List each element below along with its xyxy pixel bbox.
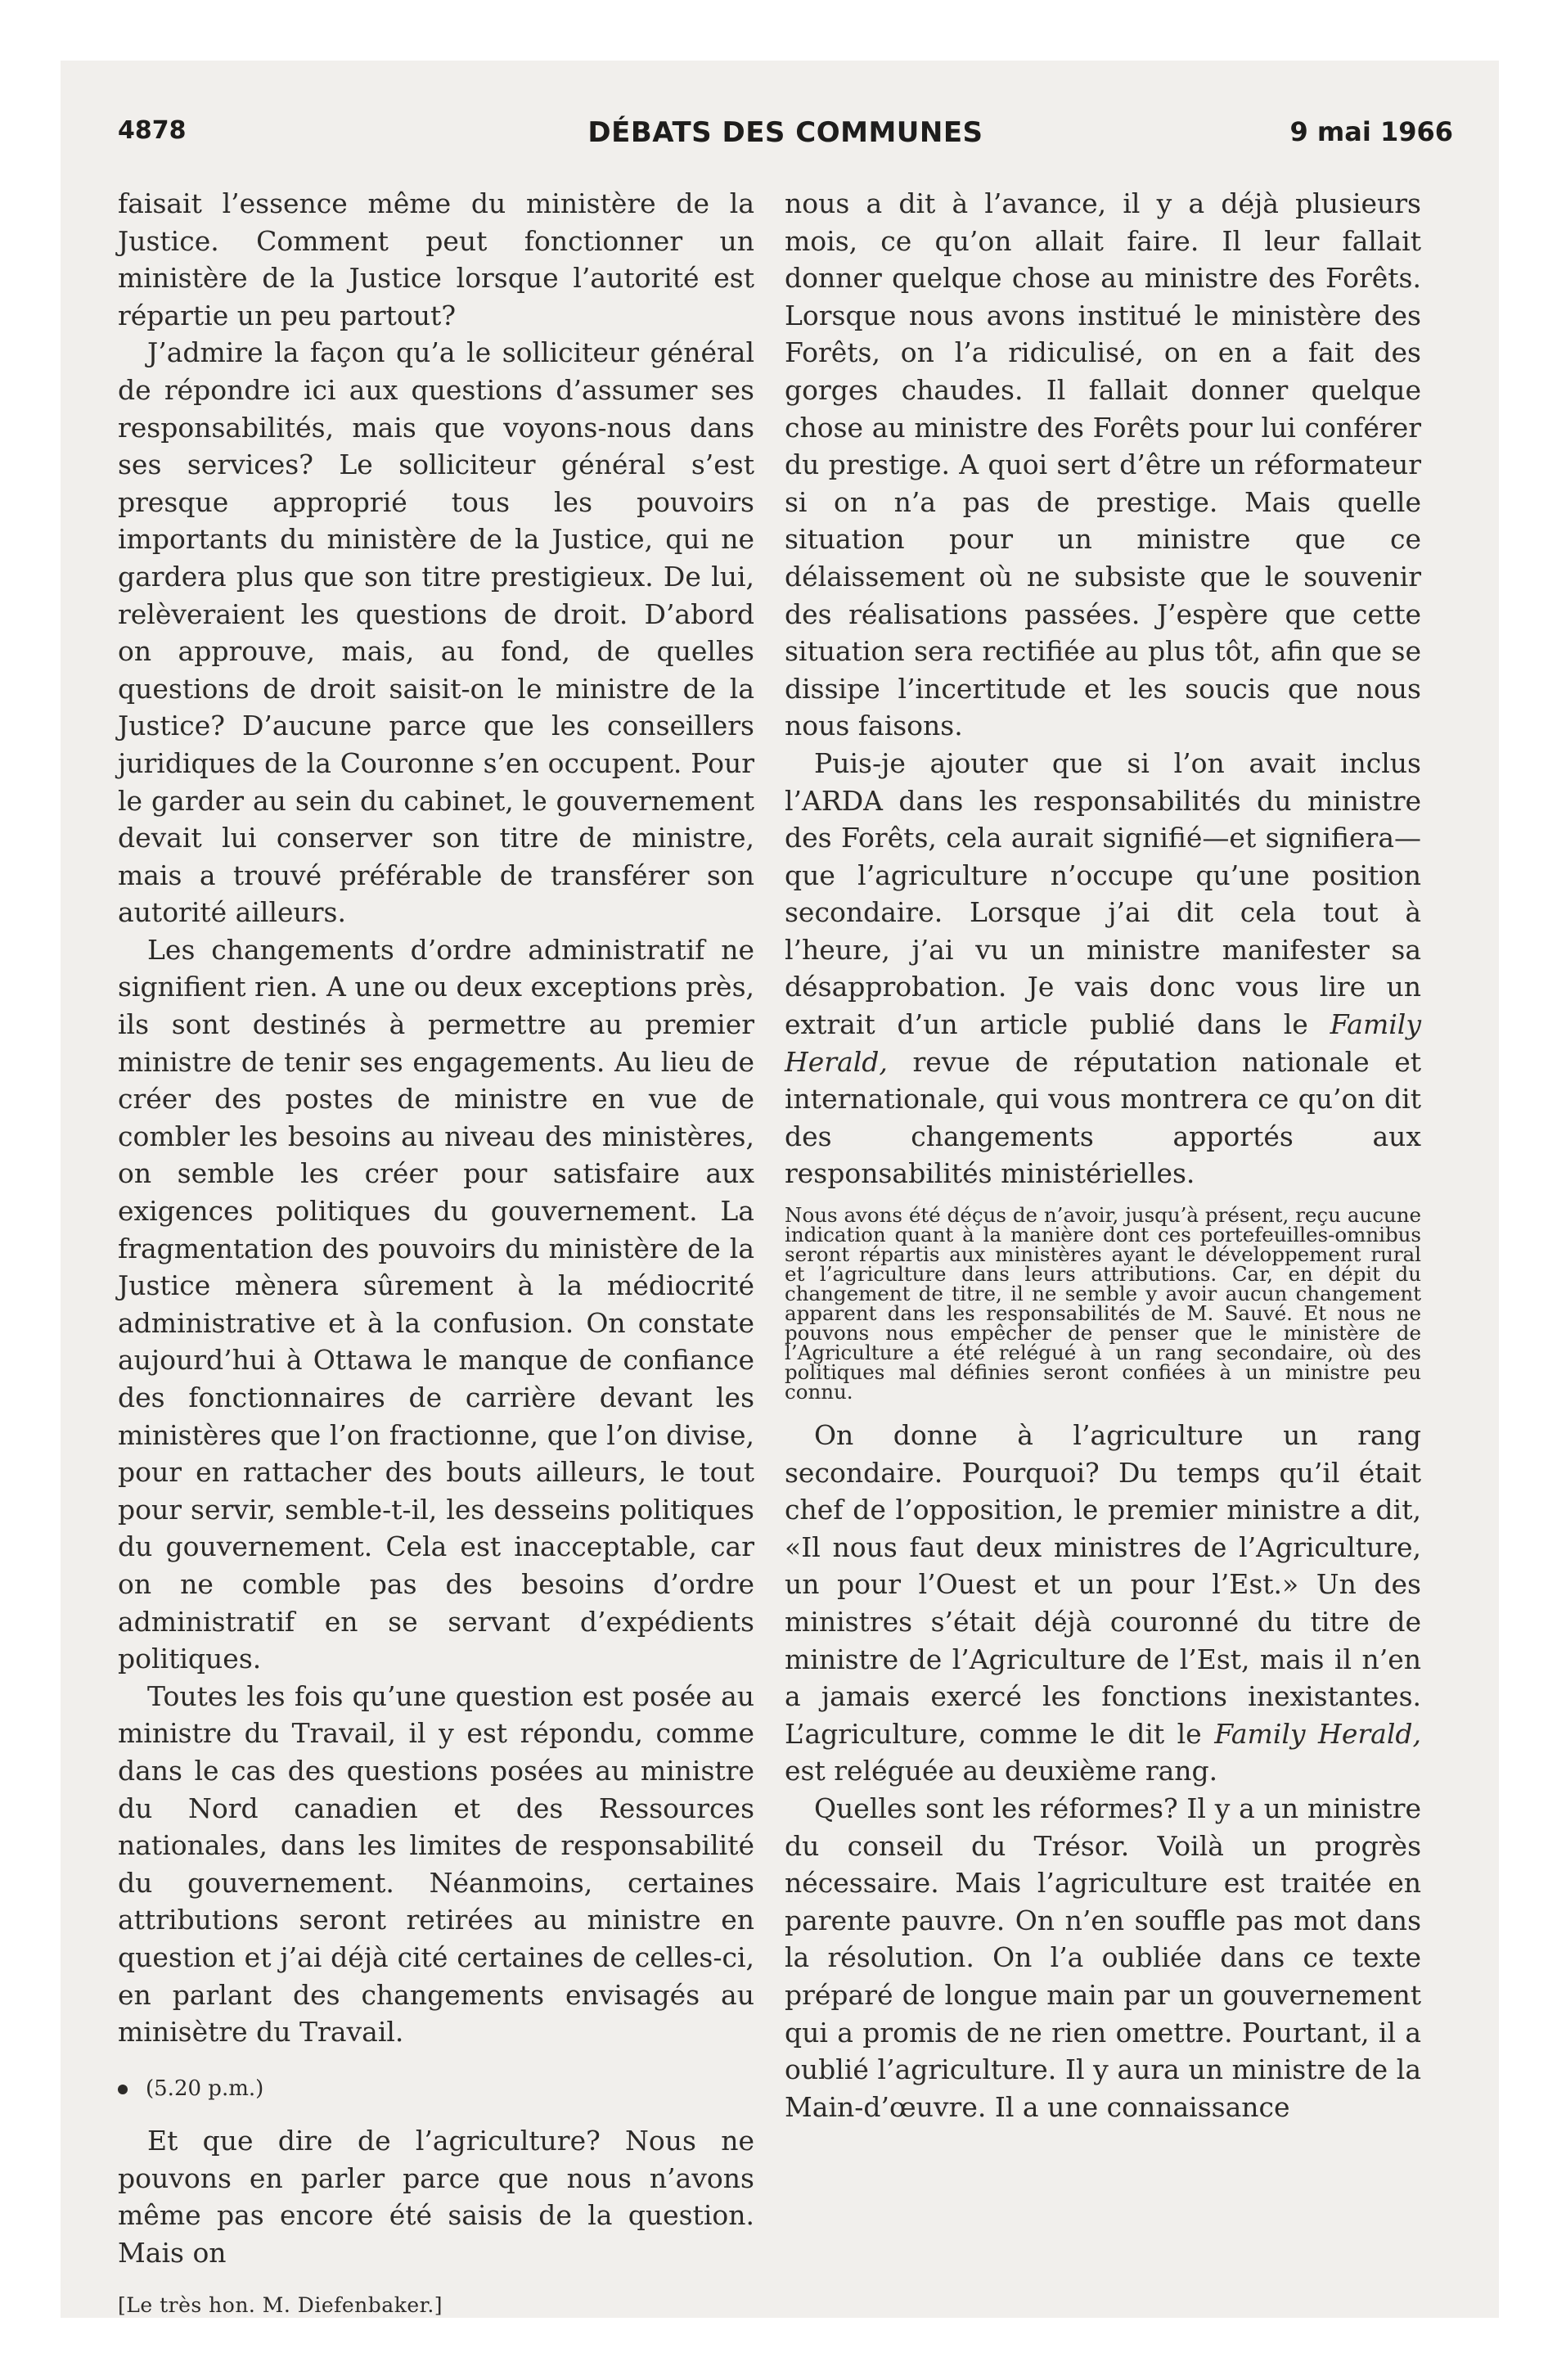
- page-date: 9 mai 1966: [1289, 116, 1453, 147]
- paragraph-text: revue de réputation nationale et internationale, qui vous montrera ce qu’on dit des changements apportés aux responsabilités ministérielles.: [785, 1045, 1421, 1190]
- paragraph-text: Puis-je ajouter que si l’on avait inclus l’ARDA dans les responsabilités du ministre des Forêts, cela aurait signifié—et signifiera—que l’agriculture n’occupe qu’une position secondaire. Lorsque j’ai dit cela tout à l’heure, j’ai vu un ministre manifester sa désapprobation. Je vais donc vous lire un extrait d’un article publié dans le: [785, 746, 1421, 1041]
- paragraph: [785, 745, 1421, 1192]
- paragraph: faisait l’essence même du ministère de la Justice. Comment peut fonctionner un ministère de la Justice lorsque l’autorité est répartie un peu partout?: [118, 187, 754, 331]
- right-column: [785, 185, 1421, 2125]
- paragraph: [785, 1417, 1421, 1790]
- paragraph: Toutes les fois qu’une question est posée au ministre du Travail, il y est répondu, comme dans le cas des questions posées au ministre du Nord canadien et des Ressources nationales, dans les limites de responsabilité du gouvernement. Néanmoins, certaines attributions seront retirées au ministre en question et j’ai déjà cité certaines de celles-ci, en parlant des changements envisagés au minisètre du Travail.: [118, 1679, 754, 2049]
- left-column: [118, 185, 754, 2324]
- paragraph: nous a dit à l’avance, il y a déjà plusieurs mois, ce qu’on allait faire. Il leur fallait donner quelque chose au ministre des Forêts. Lorsque nous avons institué le ministère des Forêts, on l’a ridiculisé, on en a fait des gorges chaudes. Il fallait donner quelque chose au ministre des Forêts pour lui conférer du prestige. A quoi sert d’être un réformateur si on n’a pas de prestige. Mais quelle situation pour un ministre que ce délaissement où ne subsiste que le souvenir des réalisations passées. J’espère que cette situation sera rectifiée au plus tôt, afin que se dissipe l’incertitude et les soucis que nous nous faisons.: [785, 187, 1421, 742]
- block-quote: Nous avons été déçus de n’avoir, jusqu’à présent, reçu aucune indication quant à la manière dont ces portefeuilles-omnibus seront répartis aux ministères ayant le développement rural et l’agriculture dans leurs attributions. Car, en dépit du changement de titre, il ne semble y avoir aucun changement apparent dans les responsabilités de M. Sauvé. Et nous ne pouvons nous empêcher de penser que le ministère de l’Agriculture a été relégué à un rang secondaire, où des politiques mal définies seront confiées à un ministre peu connu.: [785, 1203, 1421, 1404]
- scanned-page: [61, 61, 1499, 2318]
- bullet-icon: [118, 2085, 128, 2094]
- page-number: 4878: [118, 116, 187, 145]
- paragraph: J’admire la façon qu’a le solliciteur général de répondre ici aux questions d’assumer ses responsabilités, mais que voyons-nous dans ses services? Le solliciteur général s’est presque approprié tous les pouvoirs importants du ministère de la Justice, qui ne gardera plus que son titre prestigieux. De lui, relèveraient les questions de droit. D’abord on approuve, mais, au fond, de quelles questions de droit saisit-on le ministre de la Justice? D’aucune parce que les conseillers juridiques de la Couronne s’en occupent. Pour le garder au sein du cabinet, le gouvernement devait lui conserver son titre de ministre, mais a trouvé préférable de transférer son autorité ailleurs.: [118, 336, 754, 929]
- speaker-attribution: [Le très hon. M. Diefenbaker.]: [118, 2292, 443, 2317]
- paragraph: Et que dire de l’agriculture? Nous ne pouvons en parler parce que nous n’avons même pas encore été saisis de la question. Mais on: [118, 2125, 754, 2270]
- time-marker: [118, 2071, 754, 2108]
- journal-title: DÉBATS DES COMMUNES: [587, 116, 983, 149]
- paragraph-text: On donne à l’agriculture un rang secondaire. Pourquoi? Du temps qu’il était chef de l’opposition, le premier ministre a dit, «Il nous faut deux ministres de l’Agriculture, un pour l’Ouest et un pour l’Est.» Un des ministres s’était déjà couronné du titre de ministre de l’Agriculture de l’Est, mais il n’en a jamais exercé les fonctions inexistantes. L’agriculture, comme le dit le: [785, 1419, 1421, 1750]
- time-stamp: (5.20 p.m.): [146, 2076, 264, 2101]
- publication-name: Family Herald,: [1214, 1717, 1421, 1750]
- publication-name: Family Herald,: [785, 1008, 1421, 1078]
- paragraph: Quelles sont les réformes? Il y a un ministre du conseil du Trésor. Voilà un progrès nécessaire. Mais l’agriculture est traitée en parente pauvre. On n’en souffle pas mot dans la résolution. On l’a oubliée dans ce texte préparé de longue main par un gouvernement qui a promis de ne rien omettre. Pourtant, il a oublié l’agriculture. Il y aura un ministre de la Main-d’œuvre. Il a une connaissance: [785, 1792, 1421, 2123]
- paragraph: Les changements d’ordre administratif ne signifient rien. A une ou deux exceptions près, ils sont destinés à permettre au premier ministre de tenir ses engagements. Au lieu de créer des postes de ministre en vue de combler les besoins au niveau des ministères, on semble les créer pour satisfaire aux exigences politiques du gouvernement. La fragmentation des pouvoirs du ministère de la Justice mènera sûrement à la médiocrité administrative et à la confusion. On constate aujourd’hui à Ottawa le manque de confiance des fonctionnaires de carrière devant les ministères que l’on fractionne, que l’on divise, pour en rattacher des bouts ailleurs, le tout pour servir, semble-t-il, les desseins politiques du gouvernement. Cela est inacceptable, car on ne comble pas des besoins d’ordre administratif en se servant d’expédients politiques.: [118, 933, 755, 1675]
- page-header: [118, 116, 1453, 157]
- paragraph-text: est reléguée au deuxième rang.: [785, 1755, 1218, 1787]
